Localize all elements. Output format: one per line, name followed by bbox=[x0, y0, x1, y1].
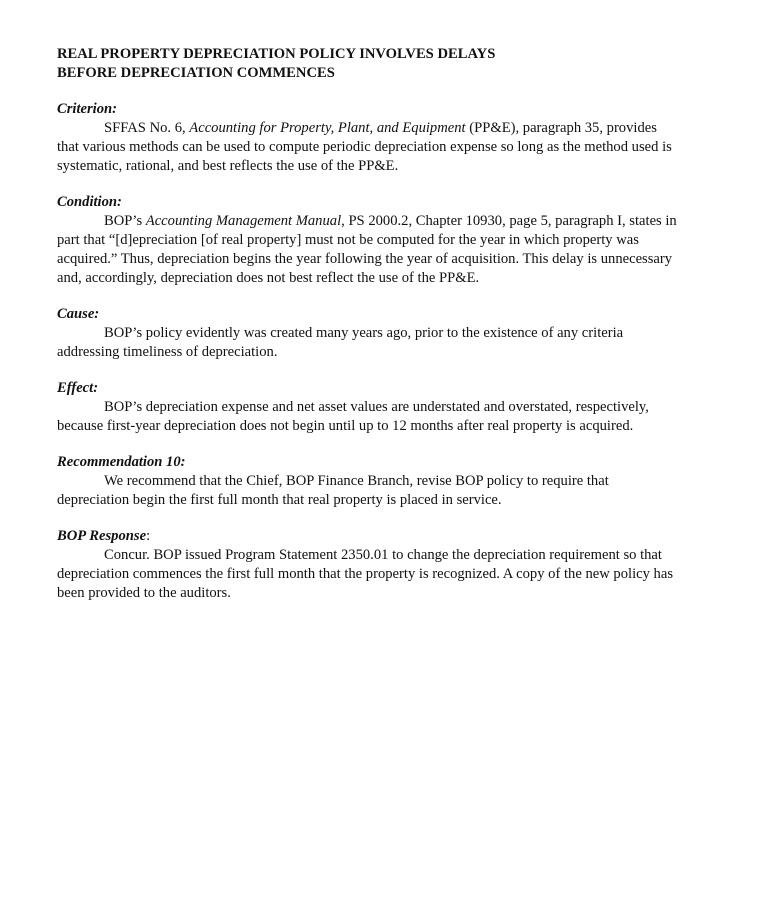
cause-section bbox=[57, 305, 677, 362]
condition-text-post: , PS 2000.2, Chapter 10930, page 5, paragraph I, states in part that “[d]epreciation [of real property] must not be computed for the year in which property was acquired.” Thus, depreciation begins the year following the year of acquisition. This delay is unnecessary and, accordingly, depreciation does not best reflect the use of the PP&E. bbox=[57, 213, 677, 286]
recommendation-heading-text: Recommendation 10 bbox=[57, 454, 181, 470]
recommendation-paragraph: We recommend that the Chief, BOP Finance Branch, revise BOP policy to require that depreciation begin the first full month that real property is placed in service. bbox=[57, 473, 609, 508]
criterion-paragraph bbox=[57, 119, 677, 176]
title-line-2: BEFORE DEPRECIATION COMMENCES bbox=[57, 65, 335, 81]
recommendation-heading-colon: : bbox=[180, 454, 186, 470]
criterion-section bbox=[57, 100, 677, 176]
recommendation-heading bbox=[57, 453, 677, 472]
cause-heading: Cause: bbox=[57, 306, 100, 322]
condition-text-italic: Accounting Management Manual bbox=[145, 213, 342, 229]
effect-section bbox=[57, 379, 677, 436]
document-page bbox=[57, 45, 677, 603]
criterion-text-pre: SFFAS No. 6, bbox=[104, 120, 190, 136]
document-title bbox=[57, 45, 677, 83]
effect-heading: Effect: bbox=[57, 380, 99, 396]
title-line-1: REAL PROPERTY DEPRECIATION POLICY INVOLVES DELAYS bbox=[57, 46, 496, 62]
recommendation-section bbox=[57, 453, 677, 510]
criterion-heading: Criterion: bbox=[57, 101, 118, 117]
response-paragraph: Concur. BOP issued Program Statement 2350.01 to change the depreciation requirement so that depreciation commences the first full month that the property is recognized. A copy of the new policy has been provided to the auditors. bbox=[57, 547, 674, 601]
effect-paragraph: BOP’s depreciation expense and net asset values are understated and overstated, respectively, because first-year depreciation does not begin until up to 12 months after real property is acquired. bbox=[57, 399, 649, 434]
condition-paragraph bbox=[57, 212, 677, 288]
response-heading-text: BOP Response bbox=[57, 528, 147, 544]
condition-section bbox=[57, 193, 677, 288]
criterion-text-italic: Accounting for Property, Plant, and Equipment bbox=[189, 120, 466, 136]
condition-text-pre: BOP’s bbox=[104, 213, 146, 229]
cause-paragraph: BOP’s policy evidently was created many years ago, prior to the existence of any criteria addressing timeliness of depreciation. bbox=[57, 325, 624, 360]
criterion-text-post: (PP&E), paragraph 35, provides that various methods can be used to compute periodic depreciation expense so long as the method used is systematic, rational, and best reflects the use of the PP&E. bbox=[57, 120, 672, 174]
response-heading-colon: : bbox=[146, 528, 151, 544]
response-heading bbox=[57, 527, 677, 546]
response-section bbox=[57, 527, 677, 603]
condition-heading: Condition: bbox=[57, 194, 122, 210]
